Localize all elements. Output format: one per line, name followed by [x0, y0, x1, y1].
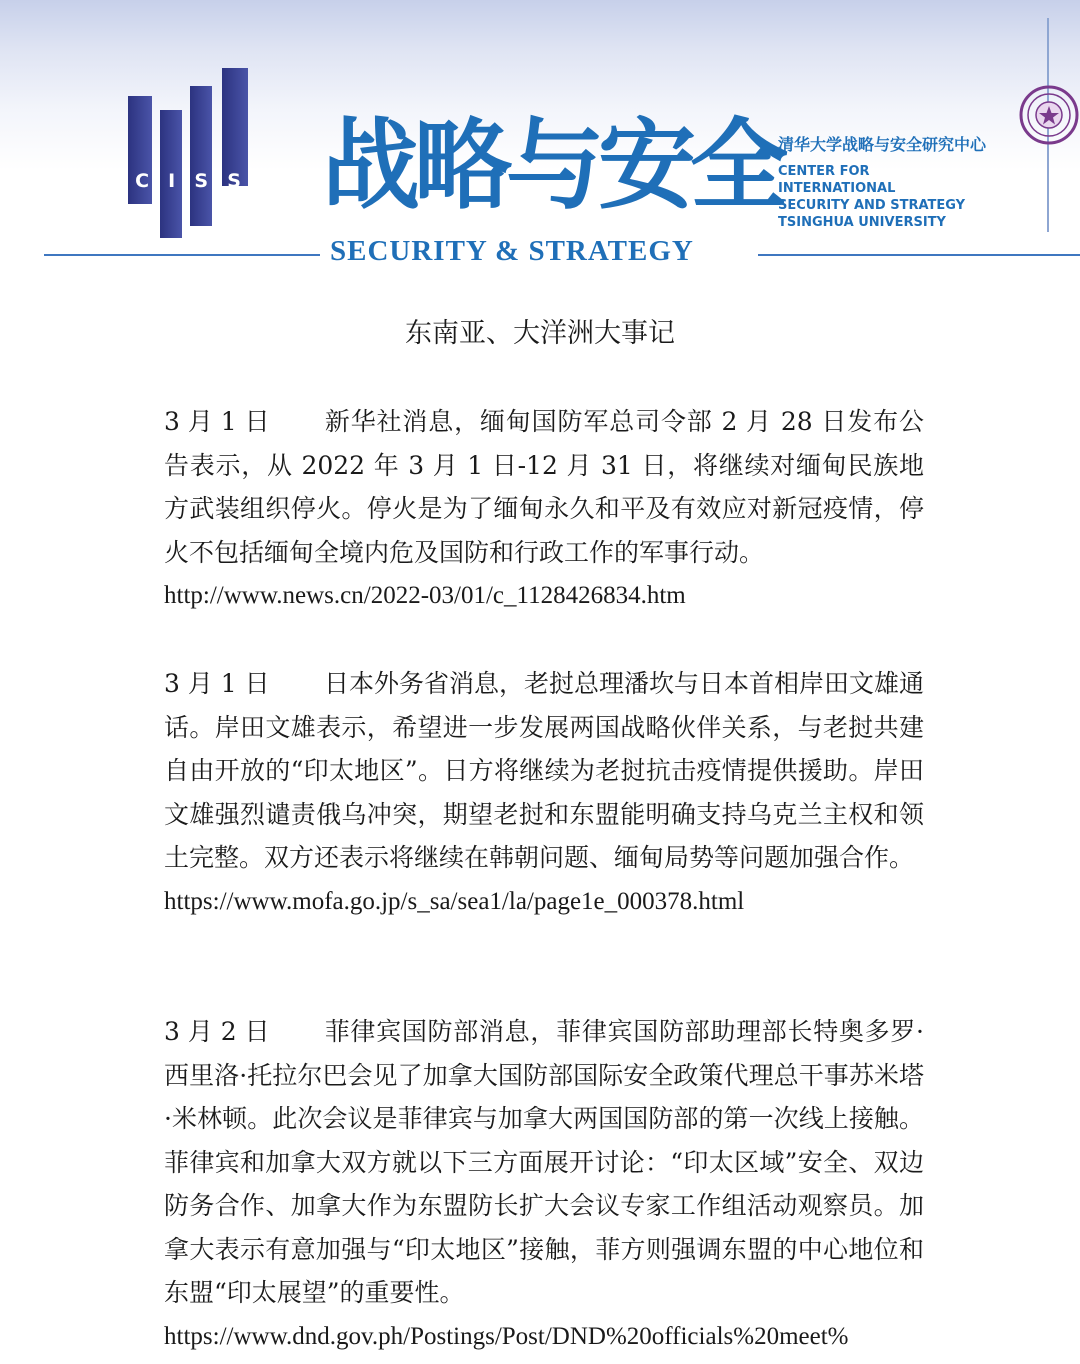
logo-letter-s: S — [194, 170, 210, 192]
event-entry — [164, 1010, 924, 1357]
header-rule-left — [44, 254, 320, 256]
journal-title-cn: 战略与安全 — [322, 109, 783, 223]
logo-letter-i: I — [168, 170, 177, 192]
entry-paragraph — [164, 662, 924, 880]
logo-letter-c: C — [135, 170, 151, 192]
logo-bar — [190, 86, 212, 226]
entry-source-link[interactable]: http://www.news.cn/2022-03/01/c_1128426834.htm — [164, 582, 686, 609]
logo-letter-s2: S — [227, 170, 242, 192]
institution-line: TSINGHUA UNIVERSITY — [778, 215, 946, 230]
logo-letters — [126, 168, 251, 194]
institution-line: INTERNATIONAL — [778, 181, 896, 196]
entry-text: 新华社消息，缅甸国防军总司令部 2 月 28 日发布公告表示，从 2022 年 3 月 1 日-12 月 31 日，将继续对缅甸民族地方武装组织停火。停火是为了缅甸永久和平及有效应对新冠疫情，停火不包括缅甸全境内危及国防和行政工作的军事行动。 — [164, 407, 924, 567]
entry-text: 日本外务省消息，老挝总理潘坎与日本首相岸田文雄通话。岸田文雄表示，希望进一步发展两国战略伙伴关系，与老挝共建自由开放的“印太地区”。日方将继续为老挝抗击疫情提供援助。岸田文雄强烈谴责俄乌冲突，期望老挝和东盟能明确支持乌克兰主权和领土完整。双方还表示将继续在韩朝问题、缅甸局势等问题加强合作。 — [164, 669, 925, 872]
journal-title-en: SECURITY & STRATEGY — [330, 235, 694, 267]
entry-date: 3 月 2 日 — [164, 1017, 270, 1046]
entry-paragraph — [164, 1010, 924, 1315]
event-entry — [164, 662, 924, 922]
entry-source-link[interactable]: https://www.mofa.go.jp/s_sa/sea1/la/page1e_000378.html — [164, 887, 745, 915]
institution-name-cn: 清华大学战略与安全研究中心 — [778, 135, 987, 154]
institution-line: CENTER FOR — [778, 164, 870, 179]
ciss-logo — [126, 66, 251, 238]
entry-text: 菲律宾国防部消息，菲律宾国防部助理部长特奥多罗·西里洛·托拉尔巴会见了加拿大国防部国际安全政策代理总干事苏米塔·米林顿。此次会议是菲律宾与加拿大两国国防部的第一次线上接触。菲律宾和加拿大双方就以下三方面展开讨论：“印太区域”安全、双边防务合作、加拿大作为东盟防长扩大会议专家工作组活动观察员。加拿大表示有意加强与“印太地区”接触，菲方则强调东盟的中心地位和东盟“印太展望”的重要性。 — [164, 1017, 924, 1307]
entry-paragraph — [164, 400, 924, 574]
masthead — [0, 0, 1080, 275]
header-rule-right — [758, 254, 1080, 256]
entry-date: 3 月 1 日 — [164, 669, 270, 698]
university-seal-icon — [1018, 84, 1080, 146]
entry-source-link[interactable]: https://www.dnd.gov.ph/Postings/Post/DND%20officials%20meet% — [164, 1322, 849, 1350]
institution-line: SECURITY AND STRATEGY — [778, 198, 966, 213]
document-title: 东南亚、大洋洲大事记 — [405, 318, 675, 349]
event-entry — [164, 400, 924, 616]
institution-name-en — [778, 163, 1018, 231]
entry-date: 3 月 1 日 — [164, 407, 270, 436]
